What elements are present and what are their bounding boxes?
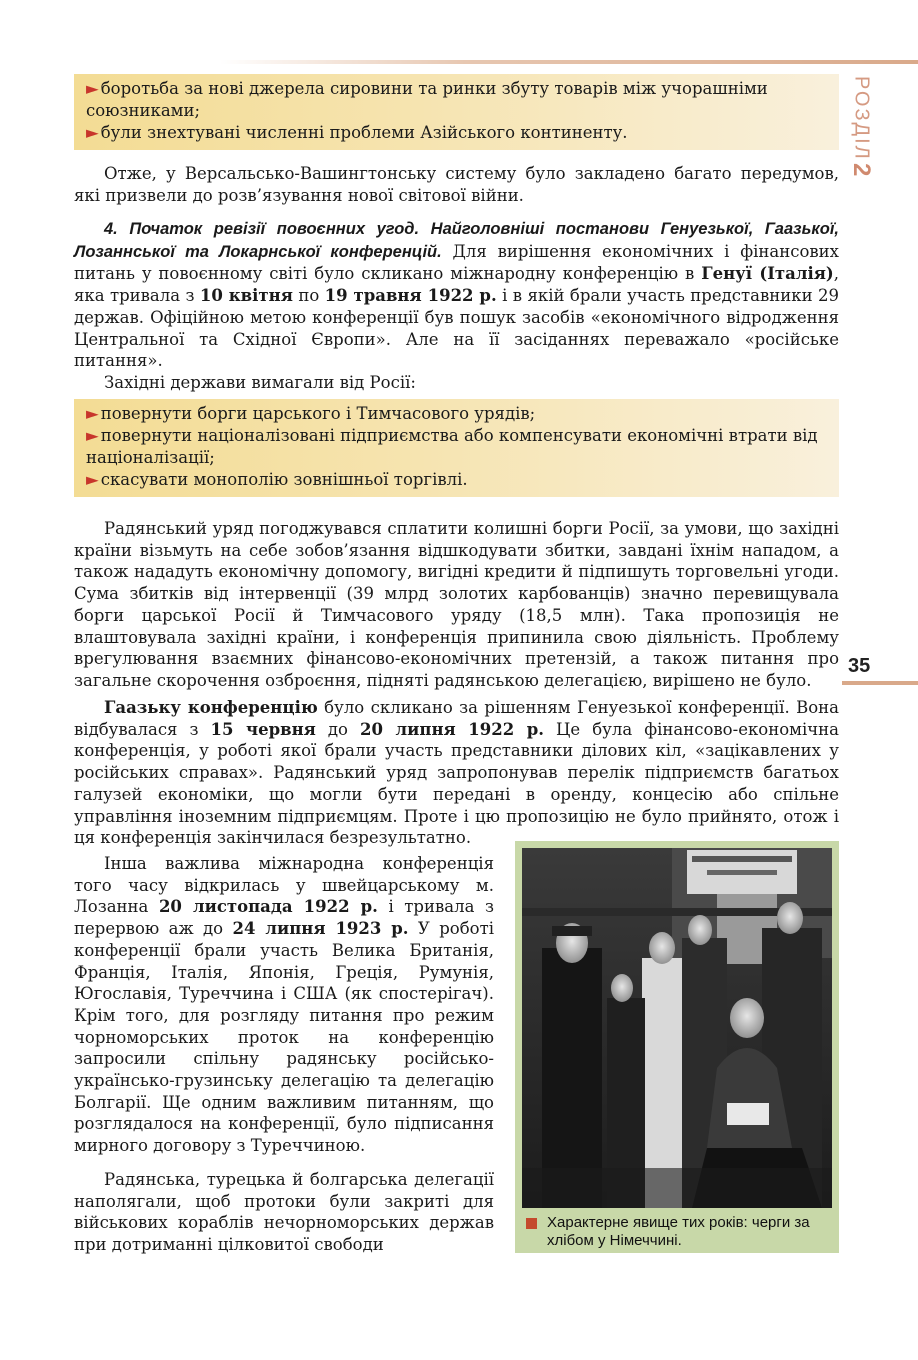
section-label: РОЗДІЛ <box>850 76 873 161</box>
caption-text: Характерне явище тих років: черги за хлібом у Німеччині. <box>547 1214 810 1249</box>
figure-caption <box>522 1214 832 1250</box>
arrow-icon: ► <box>86 426 99 445</box>
section-marker <box>843 76 879 186</box>
arrow-icon: ► <box>86 470 99 489</box>
top-decoration <box>0 0 918 70</box>
page-number: 35 <box>848 655 871 677</box>
bullet-item: ► були знехтувані численні проблеми Азійського континенту. <box>86 123 628 142</box>
bullet-item: ► боротьба за нові джерела сировини та ринки збуту товарів між учорашніми союзниками; <box>86 79 768 120</box>
top-rule <box>220 60 918 64</box>
bullet-item: ► скасувати монополію зовнішньої торгівлі. <box>86 470 468 489</box>
paragraph-demands: Західні держави вимагали від Росії: <box>104 373 416 392</box>
page-number-rule <box>842 681 918 685</box>
paragraph-conclusion: Отже, у Версальсько-Вашингтонську систему було закладено багато передумов, які призвели до розв’язування нової світової війни. <box>74 164 839 205</box>
paragraph-hague: Гаазьку конференцію було скликано за рішенням Генуезької конференції. Вона відбувалася з 15 червня до 20 липня 1922 р. Це була фінансово-економічна конференція, у роботі якої брали участь представники ділових кіл, «зацікавлених у російських справах». Радянський уряд запропонував перелік підприємств багатьох галузей економіки, що могли бути передані в оренду, концесію або спільне управління іноземним підприємцям. Проте і цю пропозицію не було прийнято, отож і ця конференція закінчилася безрезультатно. <box>74 698 840 848</box>
bullet-box-1 <box>74 74 839 150</box>
bullet-item: ► повернути борги царського і Тимчасового урядів; <box>86 404 536 423</box>
square-bullet-icon <box>526 1218 537 1229</box>
paragraph-straits: Радянська, турецька й болгарська делегації наполягали, щоб протоки були закриті для військових кораблів нечорноморських держав при дотриманні цілковитої свободи <box>74 1170 494 1255</box>
paragraph-genoa: 4. Початок ревізії повоєнних угод. Найголовніші постанови Генуезької, Гаазької, Лозаннської та Локарнської конференцій. Для вирішення економічних і фінансових питань у повоєнному світі було скликано міжнародну конференцію в Генуї (Італія), яка тривала з 10 квітня по 19 травня 1922 р. і в якій брали участь представники 29 держав. Офіційною метою конференції був пошук засобів «економічного відродження Центральної та Східної Європи». Але на її засіданнях переважало «російське питання». <box>74 220 839 371</box>
bullet-box-2 <box>74 399 839 497</box>
arrow-icon: ► <box>86 79 99 98</box>
bread-queue-photo <box>522 848 832 1208</box>
figure <box>515 841 839 1253</box>
paragraph-soviet-response: Радянський уряд погоджувався сплатити колишні борги Росії, за умови, що західні країни візьмуть на себе зобов’язання відшкодувати збитки, завдані їхнім нападом, а також нададуть економічну допомогу, вигідні кредити й підпишуть торговельні угоди. Сума збитків від інтервенції (39 млрд золотих карбованців) значно перевищувала борги царської Росії й Тимчасового уряду (18,5 млн). Така пропозиція не влаштовувала західні країни, і конференція припинила свою діяльність. Проблему врегулювання взаємних фінансово-економічних претензій, а також питання про загальне скорочення озброєння, підняті радянською делегацією, вирішено не було. <box>74 519 839 690</box>
section-heading: 4. Початок ревізії повоєнних угод. Найголовніші постанови Генуезької, Гаазької, Лозаннської та Локарнської конференцій. <box>74 220 839 261</box>
arrow-icon: ► <box>86 404 99 423</box>
section-number: 2 <box>848 162 875 177</box>
bullet-item: ► повернути націоналізовані підприємства або компенсувати економічні втрати від націоналізації; <box>86 426 818 467</box>
arrow-icon: ► <box>86 123 99 142</box>
paragraph-lausanne: Інша важлива міжнародна конференція того часу відкрилась у швейцарському м. Лозанна 20 листопада 1922 р. і тривала з перервою аж до 24 липня 1923 р. У роботі конференції брали участь Велика Британія, Франція, Італія, Японія, Греція, Румунія, Югославія, Туреччина і США (як спостерігач). Крім того, для розгляду питання про режим чорноморських проток на конференцію запросили спільну радянську російсько-українсько-грузинську делегацію та делегацію Болгарії. Ще одним важливим питанням, що розглядалося на конференції, було підписання мирного договору з Туреччиною. <box>74 854 494 1156</box>
